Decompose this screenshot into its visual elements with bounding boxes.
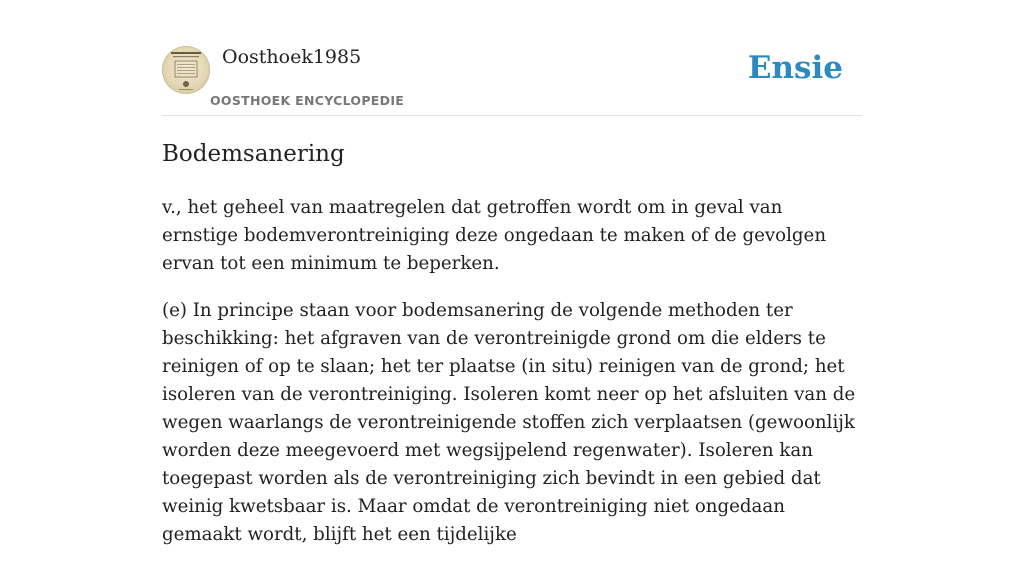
source-subtitle: OOSTHOEK ENCYCLOPEDIE: [210, 93, 405, 108]
article-title: Bodemsanering: [162, 141, 345, 167]
article-paragraph: (e) In principe staan voor bodemsanering de volgende methoden ter beschikking: het afgraven van de verontreinigde grond om die elders te reinigen of op te slaan; het ter plaatse (in situ) reinigen van de grond; het isoleren van de verontreiniging. Isoleren komt neer op het afsluiten van de wegen waarlangs de verontreinigende stoffen zich verplaatsen (gewoonlijk worden deze meegevoerd met wegsijpelend regenwater). Isoleren kan toegepast worden als de verontreiniging zich bevindt in een gebied dat weinig kwetsbaar is. Maar omdat de verontreiniging niet ongedaan gemaakt wordt, blijft het een tijdelijke: [162, 300, 856, 545]
source-avatar[interactable]: [162, 46, 210, 94]
source-name-link[interactable]: Oosthoek1985: [222, 46, 362, 68]
header: [162, 40, 862, 116]
brand-logo-link[interactable]: Ensie: [747, 50, 843, 86]
encyclopedia-cover-icon: [162, 46, 210, 94]
article: [162, 138, 862, 568]
article-paragraph: v., het geheel van maatregelen dat getroffen wordt om in geval van ernstige bodemverontreiniging deze ongedaan te maken of de gevolgen ervan tot een minimum te beperken.: [162, 197, 827, 274]
